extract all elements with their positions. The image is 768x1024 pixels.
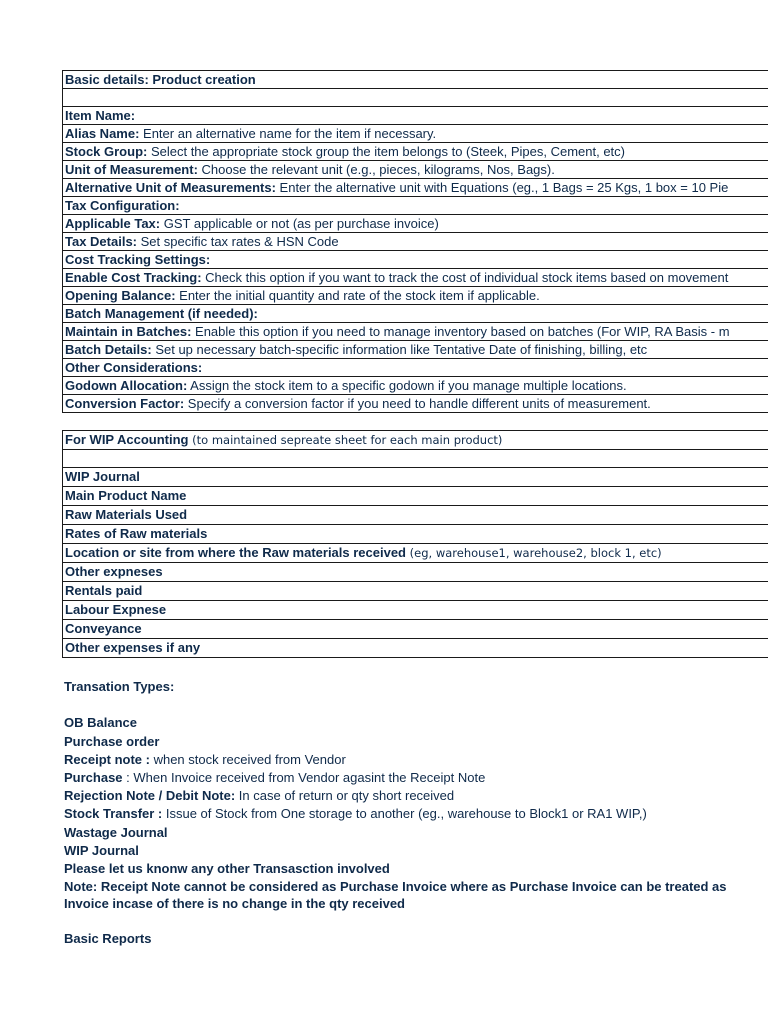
product-field-description: Enter the initial quantity and rate of the stock item if applicable. bbox=[175, 288, 540, 303]
table-row bbox=[63, 251, 768, 269]
table-row bbox=[63, 143, 768, 161]
product-field-cell bbox=[63, 125, 768, 143]
wip-field-note: (eg, warehouse1, warehouse2, block 1, etc) bbox=[406, 546, 662, 560]
product-field-description: Select the appropriate stock group the item belongs to (Steek, Pipes, Cement, etc) bbox=[147, 144, 625, 159]
product-field-label: Opening Balance: bbox=[65, 288, 176, 303]
table-row bbox=[63, 601, 768, 620]
table-row bbox=[63, 71, 768, 89]
product-field-label: Applicable Tax: bbox=[65, 216, 161, 231]
table-row bbox=[63, 341, 768, 359]
transaction-type-label: Receipt note : bbox=[64, 751, 150, 767]
product-field-label: Unit of Measurement: bbox=[65, 162, 198, 177]
table-row bbox=[63, 179, 768, 197]
table-row bbox=[63, 639, 768, 658]
product-field-label: Conversion Factor: bbox=[65, 396, 185, 411]
table-row bbox=[63, 323, 768, 341]
table-row bbox=[63, 233, 768, 251]
table-row bbox=[63, 287, 768, 305]
table-row bbox=[63, 487, 768, 506]
wip-field-label: Conveyance bbox=[65, 621, 142, 636]
product-field-label: Enable Cost Tracking: bbox=[65, 270, 202, 285]
basic-reports-title: Basic Reports bbox=[64, 931, 152, 947]
transaction-type-item bbox=[62, 860, 768, 878]
transaction-note-line-1: Note: Receipt Note cannot be considered as Purchase Invoice where as Purchase Invoice can be treated as bbox=[64, 879, 727, 895]
table-row bbox=[63, 161, 768, 179]
blank-cell bbox=[63, 450, 768, 468]
wip-field-label: Raw Materials Used bbox=[65, 507, 188, 522]
table-row bbox=[63, 525, 768, 544]
product-field-label: Cost Tracking Settings: bbox=[65, 252, 211, 267]
transaction-types-title: Transation Types: bbox=[64, 679, 175, 694]
product-field-description: Enable this option if you need to manage inventory based on batches (For WIP, RA Basis - m bbox=[191, 324, 730, 339]
wip-field-label: Other expenses if any bbox=[65, 640, 201, 655]
transaction-type-description: In case of return or qty short received bbox=[235, 788, 455, 804]
table-row bbox=[63, 269, 768, 287]
transaction-type-item bbox=[62, 751, 768, 769]
table-row bbox=[63, 359, 768, 377]
product-field-label: Alternative Unit of Measurements: bbox=[65, 180, 276, 195]
transaction-type-item bbox=[62, 805, 768, 823]
product-field-label: Batch Management (if needed): bbox=[65, 306, 258, 321]
wip-header-note: (to maintained sepreate sheet for each main product) bbox=[188, 433, 503, 447]
product-field-cell bbox=[63, 143, 768, 161]
product-field-cell bbox=[63, 287, 768, 305]
transaction-type-label: Rejection Note / Debit Note: bbox=[64, 788, 236, 804]
wip-field-label: Main Product Name bbox=[65, 488, 187, 503]
product-field-description: Set specific tax rates & HSN Code bbox=[137, 234, 339, 249]
wip-field-cell bbox=[63, 582, 768, 601]
product-field-cell bbox=[63, 269, 768, 287]
table-row bbox=[63, 395, 768, 413]
wip-accounting-table bbox=[62, 430, 768, 658]
table-row bbox=[63, 506, 768, 525]
blank-line bbox=[62, 912, 768, 930]
table-row bbox=[63, 431, 768, 450]
table-row bbox=[63, 620, 768, 639]
transaction-type-label: Wastage Journal bbox=[64, 824, 168, 840]
wip-field-label: Rates of Raw materials bbox=[65, 526, 208, 541]
product-field-cell bbox=[63, 377, 768, 395]
product-field-description: GST applicable or not (as per purchase invoice) bbox=[160, 216, 439, 231]
product-field-cell bbox=[63, 305, 768, 323]
product-field-cell bbox=[63, 179, 768, 197]
product-creation-header: Basic details: Product creation bbox=[63, 71, 768, 89]
table-row bbox=[63, 89, 768, 107]
product-field-label: Stock Group: bbox=[65, 144, 148, 159]
wip-field-cell bbox=[63, 639, 768, 658]
transaction-note-line-2: Invoice incase of there is no change in the qty received bbox=[64, 896, 405, 912]
transaction-type-description: Issue of Stock from One storage to another (eg., warehouse to Block1 or RA1 WIP,) bbox=[162, 806, 647, 822]
table-row bbox=[63, 544, 768, 563]
wip-field-label: Rentals paid bbox=[65, 583, 143, 598]
transaction-types-section bbox=[62, 678, 768, 948]
wip-field-label: Labour Expnese bbox=[65, 602, 167, 617]
wip-field-cell bbox=[63, 506, 768, 525]
product-field-label: Tax Configuration: bbox=[65, 198, 180, 213]
product-field-description: Enter the alternative unit with Equations (eg., 1 Bags = 25 Kgs, 1 box = 10 Pie bbox=[275, 180, 729, 195]
wip-field-cell bbox=[63, 487, 768, 506]
wip-field-label: WIP Journal bbox=[65, 469, 140, 484]
wip-field-cell bbox=[63, 563, 768, 582]
transaction-type-item bbox=[62, 769, 768, 787]
product-field-label: Godown Allocation: bbox=[65, 378, 188, 393]
transaction-type-label: Purchase bbox=[64, 769, 123, 785]
product-field-description: Specify a conversion factor if you need to handle different units of measurement. bbox=[184, 396, 651, 411]
spacer bbox=[62, 413, 768, 430]
product-field-cell bbox=[63, 107, 768, 125]
spreadsheet-page bbox=[62, 70, 768, 948]
blank-line bbox=[62, 696, 768, 714]
product-field-cell bbox=[63, 341, 768, 359]
product-field-label: Batch Details: bbox=[65, 342, 152, 357]
transaction-type-label: OB Balance bbox=[64, 715, 137, 731]
transaction-type-item bbox=[62, 842, 768, 860]
table-row bbox=[63, 125, 768, 143]
wip-field-label: Location or site from where the Raw materials received bbox=[65, 545, 407, 560]
product-field-description: Set up necessary batch-specific information like Tentative Date of finishing, billing, etc bbox=[151, 342, 648, 357]
wip-field-cell bbox=[63, 468, 768, 487]
product-field-label: Item Name: bbox=[65, 108, 136, 123]
product-field-cell bbox=[63, 161, 768, 179]
wip-field-cell bbox=[63, 601, 768, 620]
transaction-type-label: Purchase order bbox=[64, 733, 160, 749]
product-field-cell bbox=[63, 323, 768, 341]
wip-header-label: For WIP Accounting bbox=[65, 432, 189, 447]
product-field-description: Enter an alternative name for the item if necessary. bbox=[139, 126, 437, 141]
transaction-type-label: Please let us knonw any other Transasction involved bbox=[64, 860, 390, 876]
wip-field-cell bbox=[63, 544, 768, 563]
product-field-cell bbox=[63, 251, 768, 269]
table-row bbox=[63, 107, 768, 125]
product-field-description: Assign the stock item to a specific godown if you manage multiple locations. bbox=[187, 378, 627, 393]
table-row bbox=[63, 197, 768, 215]
table-row bbox=[63, 215, 768, 233]
transaction-type-description: when stock received from Vendor bbox=[149, 751, 346, 767]
product-field-cell bbox=[63, 359, 768, 377]
wip-field-cell bbox=[63, 525, 768, 544]
transaction-type-item bbox=[62, 714, 768, 732]
blank-cell bbox=[63, 89, 768, 107]
table-row bbox=[63, 563, 768, 582]
spacer bbox=[62, 658, 768, 678]
table-row bbox=[63, 468, 768, 487]
table-row bbox=[63, 450, 768, 468]
wip-header-cell bbox=[63, 431, 768, 450]
product-field-cell bbox=[63, 395, 768, 413]
product-field-label: Maintain in Batches: bbox=[65, 324, 192, 339]
product-field-cell bbox=[63, 233, 768, 251]
product-field-label: Other Considerations: bbox=[65, 360, 203, 375]
transaction-type-item bbox=[62, 787, 768, 805]
product-field-description: Choose the relevant unit (e.g., pieces, kilograms, Nos, Bags). bbox=[197, 162, 555, 177]
product-creation-table bbox=[62, 70, 768, 413]
transaction-type-item bbox=[62, 824, 768, 842]
transaction-type-label: Stock Transfer : bbox=[64, 806, 163, 822]
product-field-cell bbox=[63, 197, 768, 215]
table-row bbox=[63, 377, 768, 395]
table-row bbox=[63, 582, 768, 601]
product-field-cell bbox=[63, 215, 768, 233]
wip-field-label: Other expneses bbox=[65, 564, 163, 579]
wip-field-cell bbox=[63, 620, 768, 639]
transaction-type-label: WIP Journal bbox=[64, 842, 139, 858]
product-field-description: Check this option if you want to track the cost of individual stock items based on movement bbox=[201, 270, 729, 285]
product-field-label: Alias Name: bbox=[65, 126, 140, 141]
table-row bbox=[63, 305, 768, 323]
transaction-type-item bbox=[62, 733, 768, 751]
transaction-type-description: : When Invoice received from Vendor agasint the Receipt Note bbox=[122, 769, 486, 785]
product-field-label: Tax Details: bbox=[65, 234, 138, 249]
